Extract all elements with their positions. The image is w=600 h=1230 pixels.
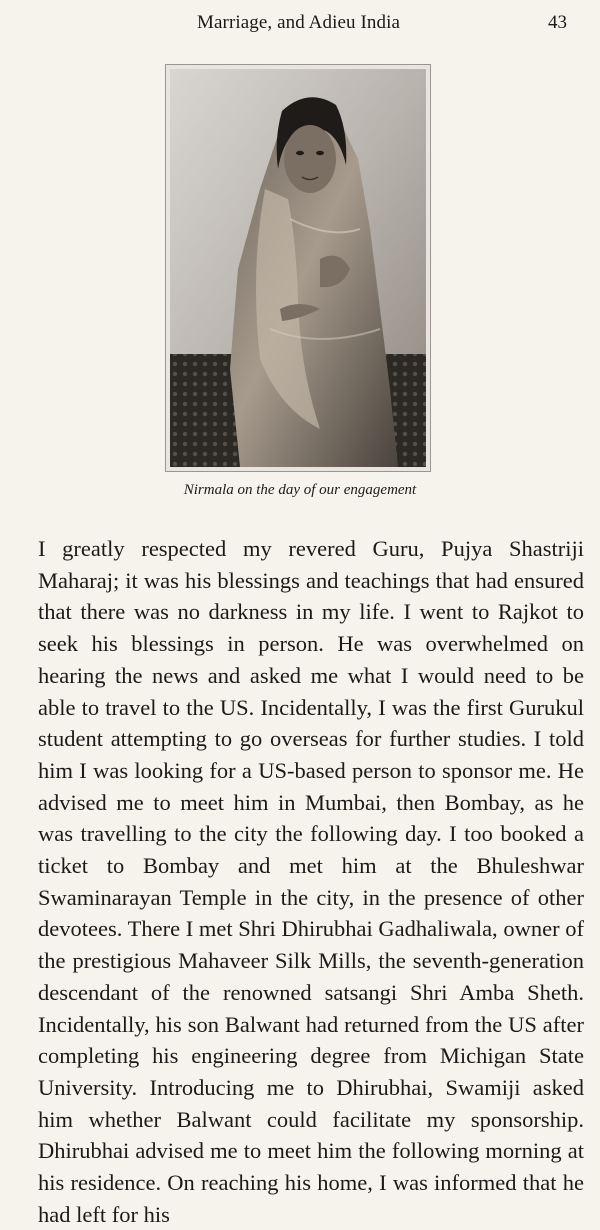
engagement-photo [165,64,431,472]
page-header [0,10,600,38]
running-title: Marriage, and Adieu India [197,12,400,33]
body-text [38,533,584,1230]
page-number: 43 [548,12,567,33]
paragraph: I greatly respected my revered Guru, Pujya Shastriji Maharaj; it was his blessings and teachings that had ensured that there was no darkness in my life. I went to Rajkot to seek his blessings in person. He was overwhelmed on hearing the news and asked me what I would need to be able to travel to the US. Incidentally, I was the first Gurukul student attempting to go overseas for further studies. I told him I was looking for a US-based person to sponsor me. He advised me to meet him in Mumbai, then Bombay, as he was travelling to the city the following day. I too booked a ticket to Bombay and met him at the Bhuleshwar Swaminarayan Temple in the city, in the presence of other devotees. There I met Shri Dhirubhai Gadhaliwala, owner of the prestigious Mahaveer Silk Mills, the seventh-generation descendant of the renowned satsangi Shri Amba Sheth. Incidentally, his son Balwant had returned from the US after completing his engineering degree from Michigan State University. Introducing me to Dhirubhai, Swamiji asked him whether Balwant could facilitate my sponsorship. Dhirubhai advised me to meet him the following morning at his residence. On reaching his home, I was informed that he had left for his [38,536,584,1227]
photo-caption: Nirmala on the day of our engagement [183,482,417,498]
portrait-image [170,69,426,467]
